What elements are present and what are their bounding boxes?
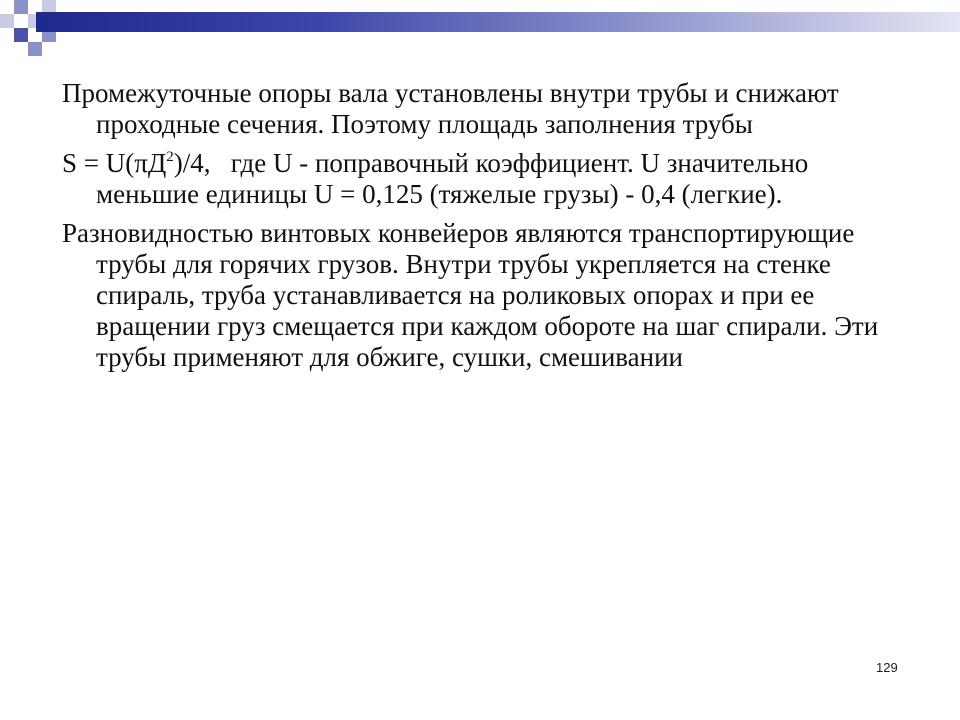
page-number: 129 bbox=[876, 660, 898, 675]
decor-square bbox=[14, 28, 28, 42]
decor-square bbox=[0, 14, 14, 28]
paragraph-formula bbox=[62, 148, 902, 210]
slide-body bbox=[62, 78, 902, 381]
decor-square bbox=[28, 42, 42, 56]
decor-square bbox=[14, 0, 28, 14]
formula-suffix: )/4, bbox=[173, 148, 211, 178]
formula-prefix: S = U(πД bbox=[62, 148, 167, 178]
paragraph-hot-cargo-tubes: Разновидностью винтовых конвейеров являются транспортирующие трубы для горячих грузов. Внутри трубы укрепляется на стенке спираль, труба устанавливается на роликовых опорах и при ее вращении груз смещается при каждом обороте на шаг спирали. Эти трубы применяют для обжиге, сушки, смешивании bbox=[62, 218, 879, 372]
formula-exponent: 2 bbox=[166, 149, 174, 165]
header-bar bbox=[36, 12, 960, 32]
formula-description: где U - поправочный коэффициент. U значительно меньшие единицы U = 0,125 (тяжелые грузы) - 0,4 (легкие). bbox=[96, 148, 816, 209]
paragraph-supports: Промежуточные опоры вала установлены внутри трубы и снижают проходные сечения. Поэтому площадь заполнения трубы bbox=[62, 78, 839, 139]
